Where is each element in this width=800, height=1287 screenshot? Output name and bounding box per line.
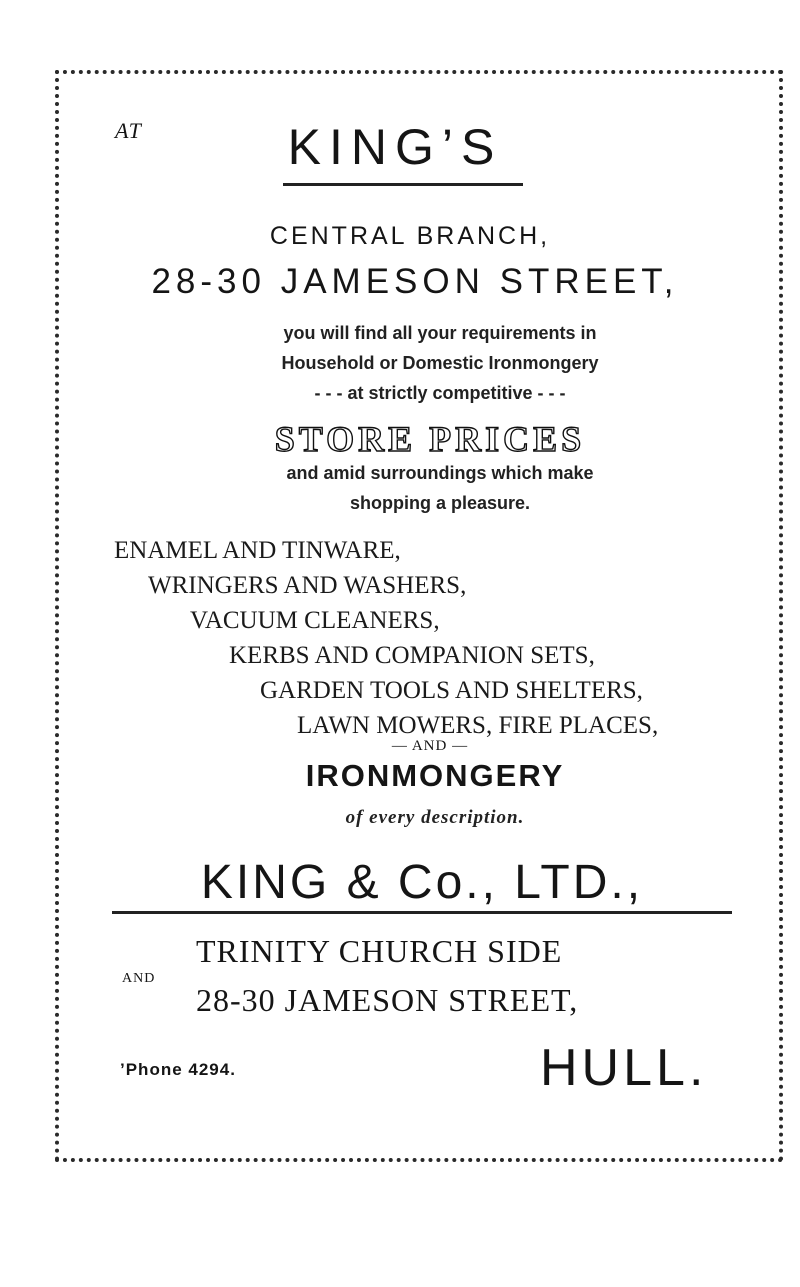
phone-number: ’Phone 4294. bbox=[120, 1060, 236, 1079]
branch-address: 28-30 JAMESON STREET, bbox=[151, 262, 679, 301]
city-name: HULL. bbox=[540, 1039, 708, 1097]
location-line-1: TRINITY CHURCH SIDE bbox=[196, 933, 563, 969]
ironmongery-heading: IRONMONGERY bbox=[305, 758, 565, 793]
branch-heading: CENTRAL BRANCH, bbox=[269, 222, 551, 250]
at-label: AT bbox=[115, 118, 142, 143]
goods-item: VACUUM CLEANERS, bbox=[190, 607, 440, 634]
goods-item: KERBS AND COMPANION SETS, bbox=[229, 642, 595, 669]
title-underline bbox=[283, 183, 523, 186]
intro-line: Household or Domestic Ironmongery bbox=[281, 353, 599, 373]
company-name: KING & Co., LTD., bbox=[200, 856, 644, 909]
surroundings-line: and amid surroundings which make bbox=[286, 463, 594, 483]
intro-text bbox=[230, 318, 650, 408]
surroundings-text bbox=[230, 458, 650, 518]
location-line-2: 28-30 JAMESON STREET, bbox=[196, 982, 579, 1018]
kings-title: KING’S bbox=[287, 119, 503, 175]
and-divider: — AND — bbox=[391, 738, 469, 754]
goods-item: WRINGERS AND WASHERS, bbox=[148, 572, 467, 599]
company-underline bbox=[112, 911, 732, 914]
location-and: AND bbox=[122, 971, 156, 986]
surroundings-line: shopping a pleasure. bbox=[349, 493, 531, 513]
goods-item: LAWN MOWERS, FIRE PLACES, bbox=[297, 712, 659, 739]
store-prices-heading: STORE PRICES bbox=[274, 419, 586, 459]
goods-item: GARDEN TOOLS AND SHELTERS, bbox=[260, 677, 643, 704]
every-description: of every description. bbox=[345, 807, 525, 828]
goods-item: ENAMEL AND TINWARE, bbox=[114, 537, 401, 564]
intro-line: - - - at strictly competitive - - - bbox=[314, 383, 566, 403]
intro-line: you will find all your requirements in bbox=[283, 323, 597, 343]
